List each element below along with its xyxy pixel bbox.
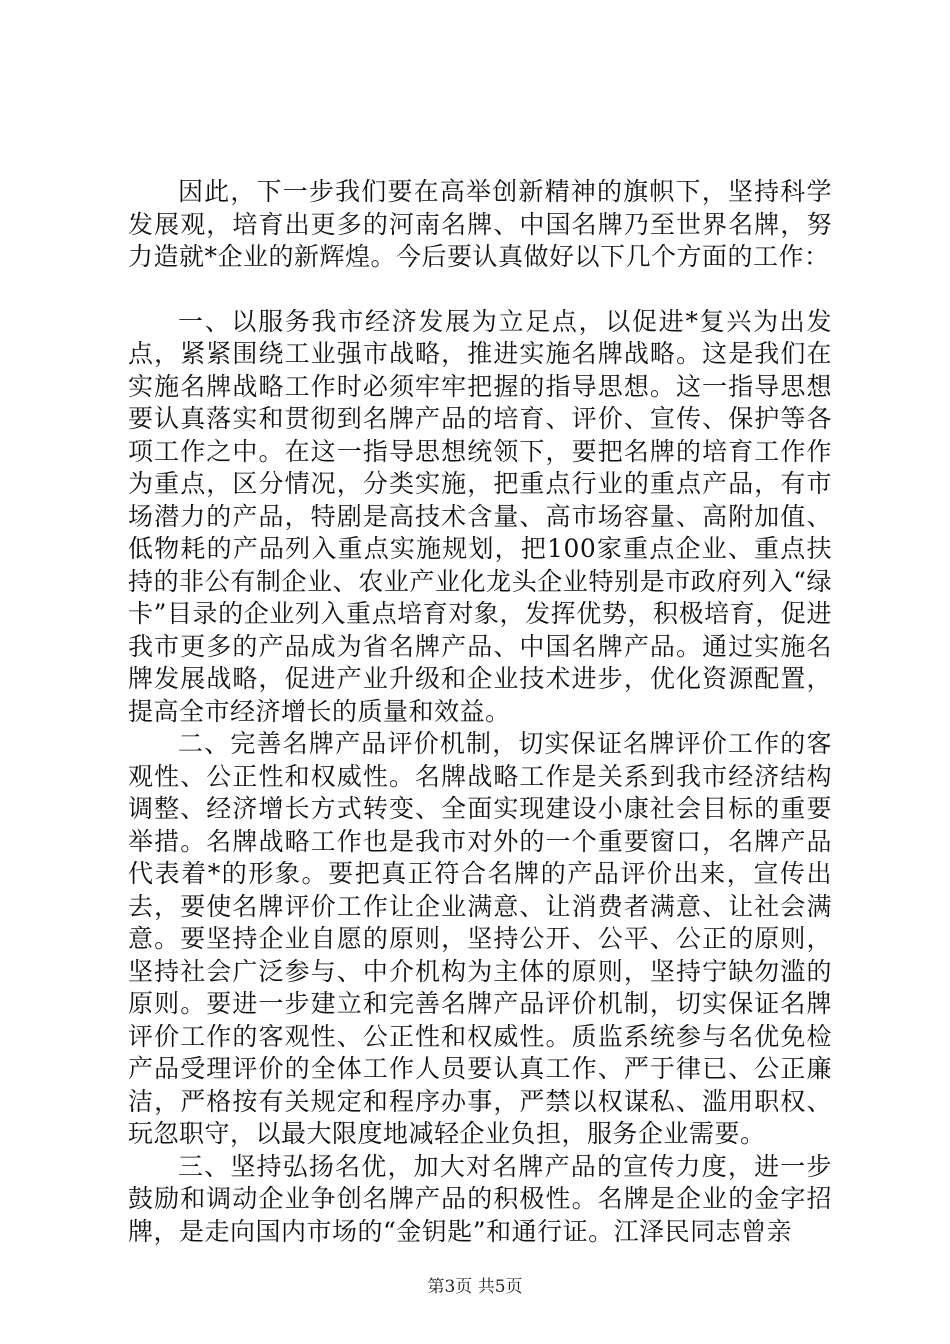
paragraph-point-two: 二、完善名牌产品评价机制，切实保证名牌评价工作的客观性、公正性和权威性。名牌战略工作是关系到我市经济结构调整、经济增长方式转变、全面实现建设小康社会目标的重要举措。名牌战略工作也是我市对外的一个重要窗口，名牌产品代表着*的形象。要把真正符合名牌的产品评价出来，宣传出去，要使名牌评价工作让企业满意、让消费者满意、让社会满意。要坚持企业自愿的原则，坚持公开、公平、公正的原则，坚持社会广泛参与、中介机构为主体的原则，坚持宁缺勿滥的原则。要进一步建立和完善名牌产品评价机制，切实保证名牌评价工作的客观性、公正性和权威性。质监系统参与名优免检产品受理评价的全体工作人员要认真工作、严于律已、公正廉洁，严格按有关规定和程序办事，严禁以权谋私、滥用职权、玩忽职守，以最大限度地减轻企业负担，服务企业需要。: [128, 729, 832, 1148]
paragraph-point-three: 三、坚持弘扬名优，加大对名牌产品的宣传力度，进一步鼓励和调动企业争创名牌产品的积极性。名牌是企业的金字招牌，是走向国内市场的“金钥匙”和通行证。江泽民同志曾亲: [128, 1151, 832, 1246]
paragraph-point-one: 一、以服务我市经济发展为立足点，以促进*复兴为出发点，紧紧围绕工业强市战略，推进实施名牌战略。这是我们在实施名牌战略工作时必须牢牢把握的指导思想。这一指导思想要认真落实和贯彻到名牌产品的培育、评价、宣传、保护等各项工作之中。在这一指导思想统领下，要把名牌的培育工作作为重点，区分情况，分类实施，把重点行业的重点产品，有市场潜力的产品，特剧是高技术含量、高市场容量、高附加值、低物耗的产品列入重点实施规划，把100家重点企业、重点扶持的非公有制企业、农业产业化龙头企业特别是市政府列入“绿卡”目录的企业列入重点培育对象，发挥优势，积极培育，促进我市更多的产品成为省名牌产品、中国名牌产品。通过实施名牌发展战略，促进产业升级和企业技术进步，优化资源配置，提高全市经济增长的质量和效益。: [128, 306, 832, 726]
paragraph-intro: 因此，下一步我们要在高举创新精神的旗帜下，坚持科学发展观，培育出更多的河南名牌、中国名牌乃至世界名牌，努力造就*企业的新辉煌。今后要认真做好以下几个方面的工作：: [128, 177, 832, 271]
page-number-footer: 第3页 共5页: [427, 1277, 523, 1297]
document-body: [128, 176, 832, 1248]
